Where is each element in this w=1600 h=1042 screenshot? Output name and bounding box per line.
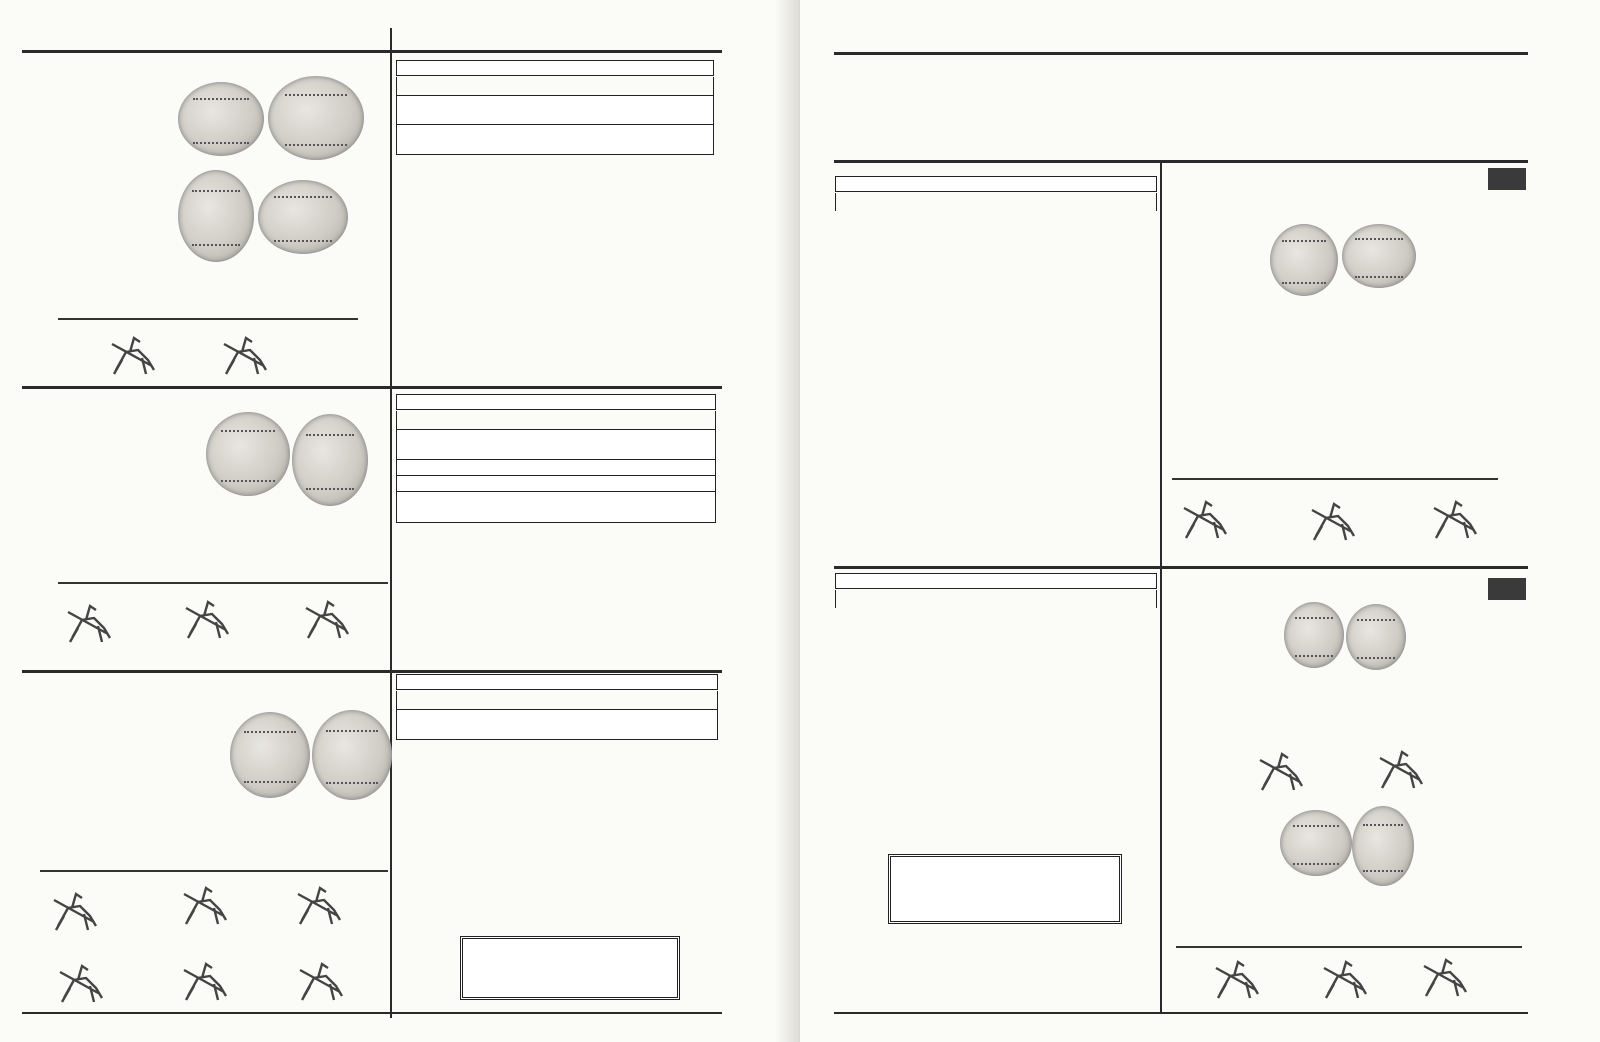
rider-icon [296,956,348,1004]
table-header [835,176,1157,192]
coin-image [268,76,364,160]
rider-icon [50,886,102,934]
table-caption [835,193,1157,211]
coin-image [292,414,368,506]
rider-icon [1320,954,1372,1002]
type-badge-63 [1488,168,1526,190]
coin-image [1346,604,1406,670]
rider-icon [180,956,232,1004]
footer-rule [834,1012,1528,1014]
rider-icon [1420,952,1472,1000]
table-row [396,709,718,740]
header-rule [834,52,1528,55]
variant-table-63 [835,176,1157,266]
column-divider [1160,160,1162,1012]
section-rule [22,670,722,673]
variant-table-64 [835,573,1157,613]
coin-image [258,180,348,254]
coin-image [178,82,264,156]
rider-icon [56,958,108,1006]
variant-table-62 [396,674,718,824]
variant-table-60 [396,60,714,160]
section-rule [22,386,722,389]
rider-icon [294,880,346,928]
coin-image [1342,224,1416,288]
section-rule [834,160,1528,163]
table-row [396,95,714,125]
table-header [396,394,716,410]
rider-icon [180,880,232,928]
rider-icon [1430,494,1482,542]
coin-image [230,712,310,798]
rider-icon [1180,494,1232,542]
table-caption [396,691,718,709]
rider-icon [1376,744,1428,792]
table-caption [396,411,716,429]
section-rule [834,566,1528,569]
table-row [396,492,716,523]
divider [58,318,358,320]
coin-image [1284,602,1344,668]
divider [40,870,388,872]
table-header [396,60,714,76]
price-box-62 [460,936,680,1000]
table-header [396,674,718,690]
coin-image [1352,806,1414,886]
price-box-63-64 [888,854,1122,924]
footer-rule [22,1012,722,1014]
type-badge-64 [1488,578,1526,600]
coin-image [206,412,290,496]
left-page [0,0,785,1042]
rider-icon [108,330,160,378]
rider-icon [1212,954,1264,1002]
divider [58,582,388,584]
table-row [396,460,716,476]
rider-icon [220,330,272,378]
table-row [396,429,716,460]
rider-icon [64,598,116,646]
header-rule [22,50,722,53]
table-caption [835,590,1157,608]
rider-icon [182,594,234,642]
coin-image [312,710,392,800]
table-row [396,476,716,492]
rider-icon [1256,746,1308,794]
coin-image [178,170,254,262]
coin-image [1270,224,1338,296]
table-header [835,573,1157,589]
column-divider [390,28,392,1018]
rider-icon [302,594,354,642]
divider [1172,478,1498,480]
rider-icon [1308,496,1360,544]
divider [1176,946,1522,948]
table-caption [396,77,714,95]
table-row [396,125,714,155]
coin-image [1280,810,1352,876]
right-page [800,0,1600,1042]
variant-table-61 [396,394,716,524]
